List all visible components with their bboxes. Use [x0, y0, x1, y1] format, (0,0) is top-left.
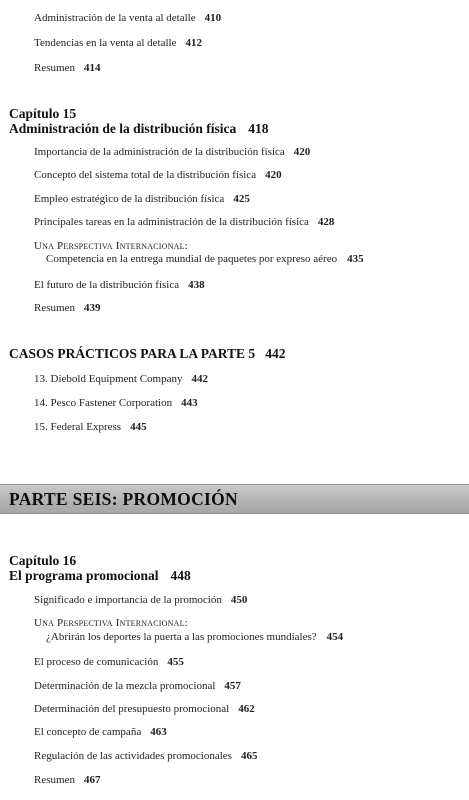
- page-number: 450: [230, 594, 248, 606]
- toc-entry: [34, 750, 257, 763]
- entry-text: Determinación del presupuesto promocional: [34, 703, 230, 715]
- entry-text: Significado e importancia de la promoción: [34, 594, 222, 606]
- page-number: 467: [83, 774, 101, 786]
- part-title: PARTE SEIS: PROMOCIÓN: [9, 489, 238, 509]
- page-number: 438: [188, 279, 205, 291]
- page-number: 465: [240, 750, 258, 762]
- entry-text: Competencia en la entrega mundial de paquetes por expreso aéreo: [46, 253, 338, 265]
- entry-text: Importancia de la administración de la distribución física: [34, 146, 285, 158]
- entry-text: Tendencias en la venta al detalle: [34, 37, 177, 49]
- entry-text: Administración de la venta al detalle: [34, 12, 196, 24]
- part-banner: [0, 484, 469, 514]
- case-entry: [34, 373, 208, 386]
- entry-text: Resumen: [34, 774, 75, 786]
- page-number: 420: [265, 169, 282, 181]
- entry-text: 14. Pesco Fastener Corporation: [34, 397, 173, 409]
- page-number: 445: [130, 421, 147, 433]
- page-number: 410: [204, 12, 222, 24]
- entry-text: 13. Diebold Equipment Company: [34, 373, 183, 385]
- entry-text: Empleo estratégico de la distribución física: [34, 193, 225, 205]
- toc-entry: [34, 169, 282, 182]
- toc-entry: [34, 726, 167, 739]
- page-number: 457: [224, 680, 241, 692]
- toc-entry: [34, 703, 255, 716]
- page-number: 412: [185, 37, 202, 49]
- page-number: 455: [167, 656, 184, 668]
- page-number: 443: [181, 397, 198, 409]
- toc-entry: [34, 279, 205, 292]
- chapter-title: [9, 121, 269, 136]
- page-number: 428: [317, 216, 335, 228]
- entry-text: Resumen: [34, 302, 75, 314]
- intl-perspective-entry: [46, 631, 343, 644]
- cases-heading: [9, 346, 285, 362]
- chapter-title-text: El programa promocional: [9, 568, 159, 583]
- page-number: 420: [293, 146, 311, 158]
- page-number: 435: [347, 253, 364, 265]
- entry-text: Determinación de la mezcla promocional: [34, 680, 216, 692]
- chapter-label: Capítulo 15: [9, 106, 77, 121]
- entry-text: Regulación de las actividades promocionales: [34, 750, 232, 762]
- entry-text: Resumen: [34, 62, 75, 74]
- chapter-title: [9, 568, 191, 583]
- toc-entry: [34, 62, 100, 75]
- toc-entry: [34, 656, 184, 669]
- chapter-title-text: Administración de la distribución física: [9, 121, 237, 136]
- chapter-label: Capítulo 16: [9, 553, 77, 568]
- entry-text: 15. Federal Express: [34, 421, 122, 433]
- toc-entry: [34, 774, 100, 787]
- toc-entry: [34, 193, 250, 206]
- entry-text: El futuro de la distribución física: [34, 279, 180, 291]
- intl-perspective-heading: Una Perspectiva Internacional:: [34, 617, 188, 629]
- entry-text: Concepto del sistema total de la distribución física: [34, 169, 257, 181]
- case-entry: [34, 421, 147, 434]
- entry-text: ¿Abrirán los deportes la puerta a las promociones mundiales?: [46, 631, 317, 643]
- case-entry: [34, 397, 198, 410]
- page-number: 414: [83, 62, 101, 74]
- toc-entry: [34, 12, 221, 25]
- toc-entry: [34, 302, 100, 315]
- page-number: 439: [83, 302, 101, 314]
- page-number: 442: [265, 346, 286, 361]
- cases-title: CASOS PRÁCTICOS PARA LA PARTE 5: [9, 346, 256, 361]
- page-number: 462: [238, 703, 255, 715]
- page-number: 442: [191, 373, 208, 385]
- page-number: 454: [326, 631, 344, 643]
- intl-perspective-heading: Una Perspectiva Internacional:: [34, 240, 188, 252]
- toc-entry: [34, 146, 310, 159]
- toc-entry: [34, 680, 241, 693]
- toc-entry: [34, 37, 202, 50]
- page-number: 463: [150, 726, 167, 738]
- toc-entry: [34, 594, 247, 607]
- page-number: 448: [170, 568, 191, 583]
- toc-entry: [34, 216, 334, 229]
- page-number: 425: [233, 193, 250, 205]
- intl-perspective-entry: [46, 253, 364, 266]
- entry-text: Principales tareas en la administración de la distribución física: [34, 216, 309, 228]
- entry-text: El concepto de campaña: [34, 726, 142, 738]
- page-number: 418: [248, 121, 269, 136]
- entry-text: El proceso de comunicación: [34, 656, 159, 668]
